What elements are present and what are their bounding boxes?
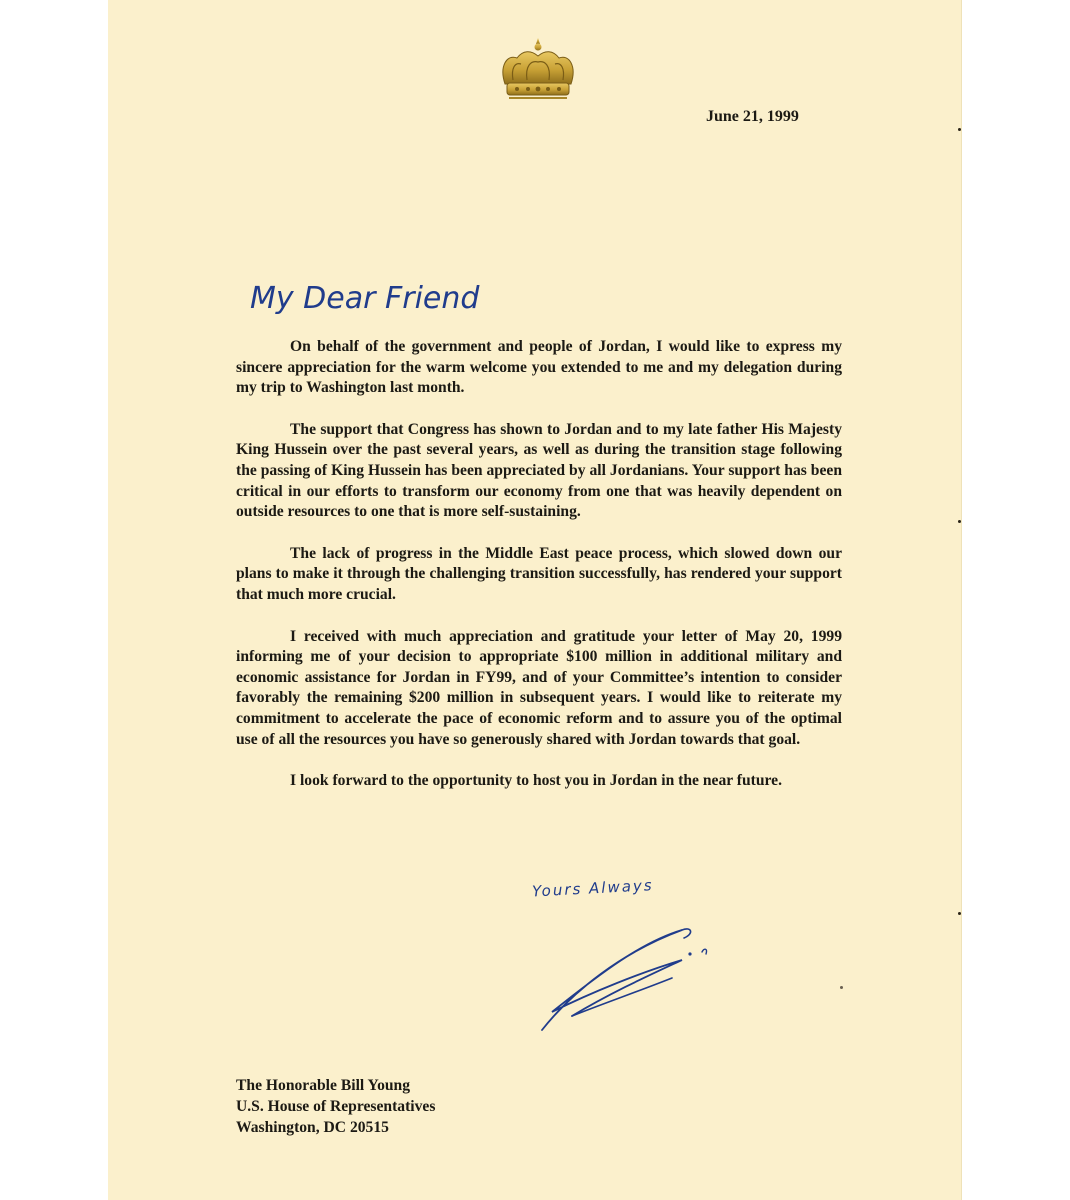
paper-mark [958, 912, 961, 915]
paragraph-2: The support that Congress has shown to Jordan and to my late father His Majesty King Hussein over the past several years, as well as during the transition stage following the passing of King Hussein has been appreciated by all Jordanians. Your support has been critical in our efforts to transform our economy from one that was heavily dependent on outside resources to one that is more self-sustaining. [236, 420, 842, 521]
paragraph-1: On behalf of the government and people of Jordan, I would like to express my sincere appreciation for the warm welcome you extended to me and my delegation during my trip to Washington last month. [236, 338, 842, 397]
paragraph-5: I look forward to the opportunity to host you in Jordan in the near future. [290, 772, 782, 790]
crown-icon [495, 36, 581, 104]
letter-page [108, 0, 962, 1200]
salutation-handwritten [248, 272, 488, 318]
paper-mark [958, 520, 961, 523]
paper-mark [958, 128, 961, 131]
recipient-address [236, 1076, 435, 1138]
recipient-city: Washington, DC 20515 [236, 1118, 389, 1136]
paragraph-3: The lack of progress in the Middle East peace process, which slowed down our plans to make it through the challenging transition successfully, has rendered your support that much more crucial. [236, 544, 842, 603]
salutation-text: My Dear Friend [250, 281, 480, 316]
signature [532, 912, 732, 1042]
letter-date: June 21, 1999 [706, 108, 799, 125]
recipient-office: U.S. House of Representatives [236, 1097, 436, 1115]
closing-handwritten [528, 866, 708, 906]
recipient-name: The Honorable Bill Young [236, 1077, 411, 1094]
paragraph-4: I received with much appreciation and gratitude your letter of May 20, 1999 informing me of your decision to appropriate $100 million in additional military and economic assistance for Jordan in FY99, and of your Committee’s intention to consider favorably the remaining $200 million in subsequent years. I would like to reiterate my commitment to accelerate the pace of economic reform and to assure you of the optimal use of all the resources you have so generously shared with Jordan towards that goal. [236, 627, 842, 748]
letter-body [236, 337, 842, 792]
paper-speck [840, 986, 843, 989]
closing-text: Yours Always [531, 876, 655, 901]
